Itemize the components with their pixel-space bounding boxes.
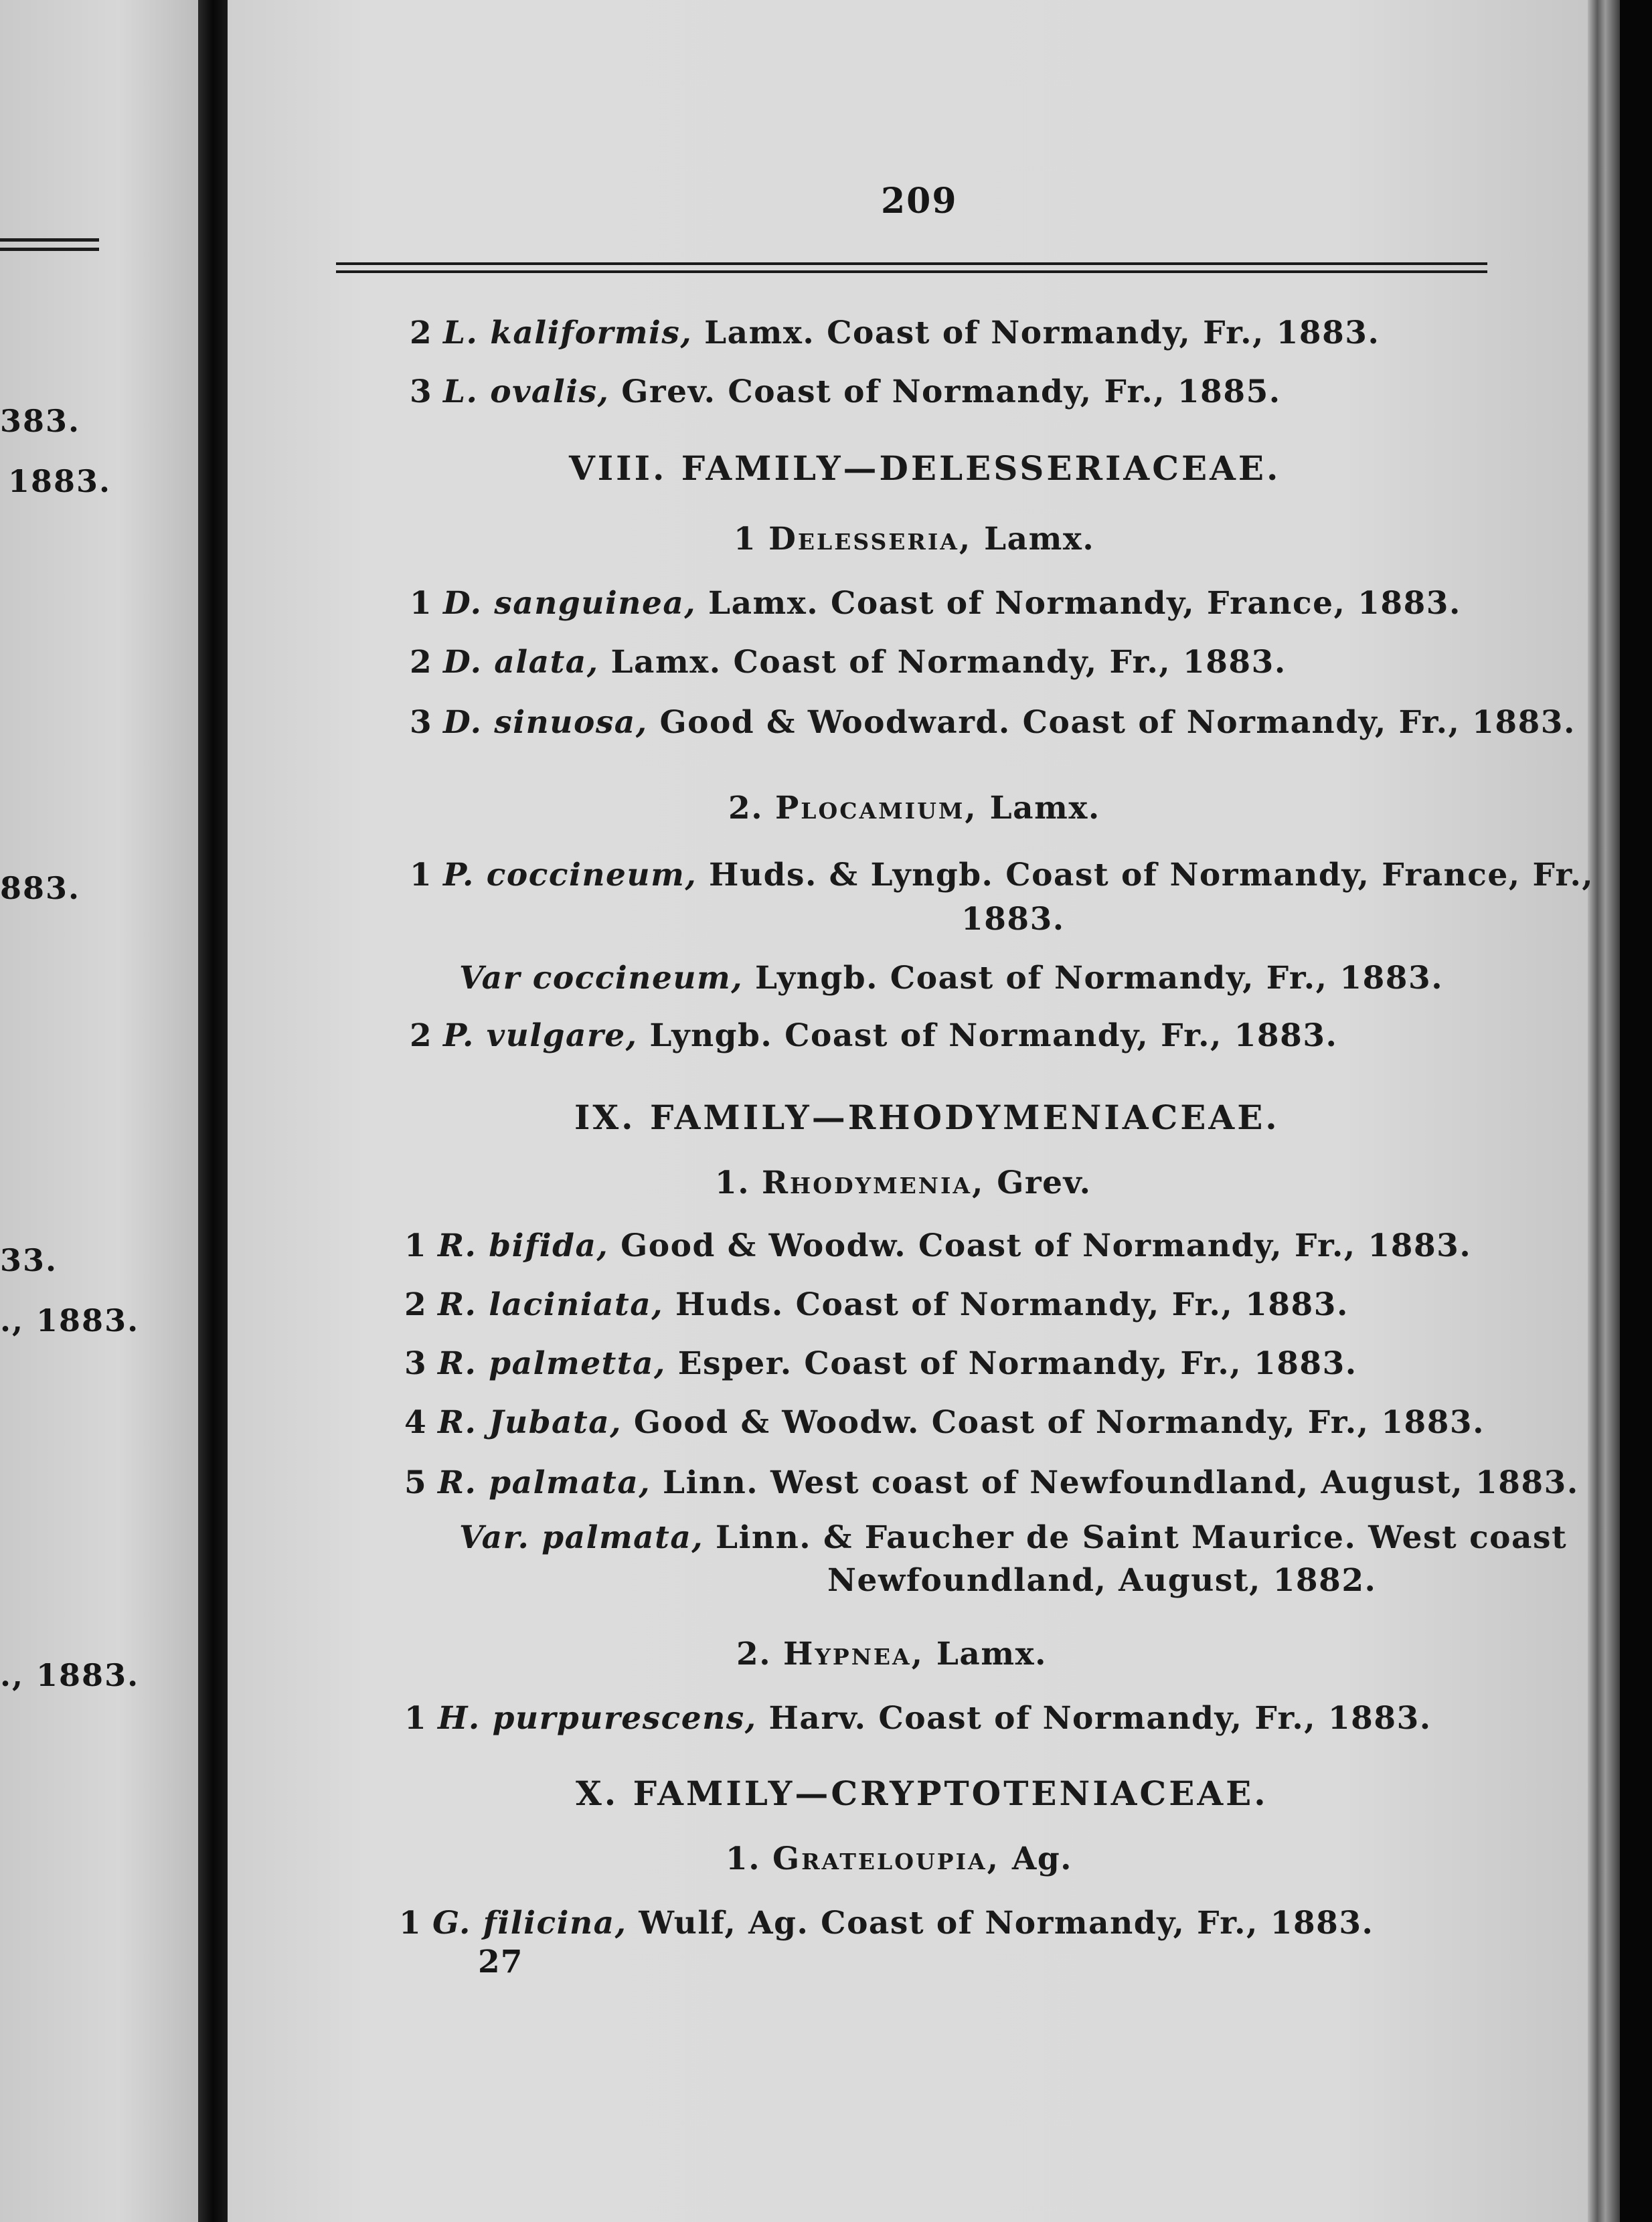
previous-page-text: 33. xyxy=(0,1242,58,1278)
entry-continuation: 1883. xyxy=(961,901,1065,938)
entry-number: 4 xyxy=(404,1404,428,1441)
genus-author: Ag. xyxy=(999,1841,1073,1877)
genus-heading xyxy=(734,521,1094,558)
entry-text: Grev. Coast of Normandy, Fr., 1885. xyxy=(609,373,1281,410)
genus-heading xyxy=(728,790,1100,827)
genus-author: Lamx. xyxy=(977,790,1100,827)
genus-name: Hypnea, xyxy=(782,1636,925,1673)
family-heading: VIII. FAMILY—DELESSERIACEAE. xyxy=(569,448,1281,488)
species-entry xyxy=(404,1286,1349,1323)
species-entry xyxy=(410,644,1287,681)
variety-name: Var. palmata, xyxy=(459,1519,704,1556)
genus-author: Lamx. xyxy=(972,521,1095,558)
genus-heading xyxy=(736,1636,1047,1673)
entry-text: Lamx. Coast of Normandy, Fr., 1883. xyxy=(598,644,1287,681)
variety-entry xyxy=(459,960,1443,997)
entry-text: Linn. West coast of Newfoundland, August, 1883. xyxy=(651,1464,1579,1501)
species-entry xyxy=(410,585,1461,622)
entry-text: Wulf, Ag. Coast of Normandy, Fr., 1883. xyxy=(627,1905,1374,1942)
genus-name: Rhodymenia, xyxy=(761,1165,985,1201)
species-entry xyxy=(410,315,1380,351)
entry-number: 2 xyxy=(410,315,433,351)
entry-number: 3 xyxy=(410,373,433,410)
entry-number: 2 xyxy=(410,644,433,681)
family-heading: IX. FAMILY—RHODYMENIACEAE. xyxy=(574,1098,1280,1137)
previous-page-rule xyxy=(0,248,99,251)
species-entry xyxy=(399,1905,1374,1942)
genus-heading xyxy=(715,1165,1092,1201)
previous-page-text: ., 1883. xyxy=(0,1302,140,1339)
entry-text: Huds. & Lyngb. Coast of Normandy, France, Fr., xyxy=(697,857,1594,893)
entry-number: 5 xyxy=(404,1464,428,1501)
species-name: H. purpurescens, xyxy=(438,1700,757,1737)
previous-page-text: 1883. xyxy=(8,463,112,499)
entry-number: 3 xyxy=(404,1345,428,1382)
genus-number: 1. xyxy=(726,1841,761,1877)
header-rule xyxy=(336,270,1487,273)
previous-page-fragment xyxy=(0,0,198,2222)
genus-name: Delesseria, xyxy=(768,521,973,558)
entry-continuation: Newfoundland, August, 1882. xyxy=(827,1562,1377,1599)
species-name: R. palmetta, xyxy=(438,1345,666,1382)
header-rule xyxy=(336,262,1487,265)
genus-name: Plocamium, xyxy=(774,790,978,827)
species-entry xyxy=(404,1345,1357,1382)
species-entry xyxy=(404,1700,1432,1737)
genus-number: 2. xyxy=(728,790,764,827)
genus-number: 1 xyxy=(734,521,757,558)
species-entry xyxy=(404,1464,1579,1501)
species-name: G. filicina, xyxy=(432,1905,627,1942)
species-name: D. sanguinea, xyxy=(443,585,697,622)
previous-page-rule xyxy=(0,238,99,242)
entry-text: Lyngb. Coast of Normandy, Fr., 1883. xyxy=(743,960,1444,997)
entry-number: 1 xyxy=(410,857,433,893)
entry-text: Huds. Coast of Normandy, Fr., 1883. xyxy=(663,1286,1349,1323)
book-gutter xyxy=(198,0,228,2222)
species-name: R. bifida, xyxy=(438,1227,609,1264)
species-entry xyxy=(410,1017,1337,1054)
genus-name: Grateloupia, xyxy=(772,1841,1000,1877)
species-name: P. coccineum, xyxy=(443,857,697,893)
entry-text: Harv. Coast of Normandy, Fr., 1883. xyxy=(756,1700,1432,1737)
species-name: L. ovalis, xyxy=(443,373,610,410)
species-name: R. laciniata, xyxy=(438,1286,664,1323)
species-name: R. palmata, xyxy=(438,1464,651,1501)
species-entry xyxy=(410,373,1281,410)
species-name: L. kaliformis, xyxy=(443,315,693,351)
entry-number: 1 xyxy=(399,1905,422,1942)
species-entry xyxy=(404,1227,1471,1264)
species-name: R. Jubata, xyxy=(438,1404,623,1441)
entry-text: Lyngb. Coast of Normandy, Fr., 1883. xyxy=(637,1017,1338,1054)
species-name: D. alata, xyxy=(443,644,599,681)
family-heading: X. FAMILY—CRYPTOTENIACEAE. xyxy=(576,1774,1268,1813)
previous-page-text: ., 1883. xyxy=(0,1657,140,1693)
entry-number: 1 xyxy=(404,1700,428,1737)
genus-author: Lamx. xyxy=(924,1636,1047,1673)
genus-heading xyxy=(726,1841,1072,1877)
genus-author: Grev. xyxy=(985,1165,1092,1201)
species-entry xyxy=(410,857,1594,893)
genus-number: 1. xyxy=(715,1165,750,1201)
signature-mark: 27 xyxy=(478,1944,523,1980)
entry-text: Good & Woodward. Coast of Normandy, Fr., 1883. xyxy=(647,704,1576,741)
species-name: D. sinuosa, xyxy=(443,704,648,741)
entry-text: Esper. Coast of Normandy, Fr., 1883. xyxy=(665,1345,1357,1382)
previous-page-text: 883. xyxy=(0,870,81,906)
page-number: 209 xyxy=(881,181,958,222)
previous-page-text: 383. xyxy=(0,403,81,439)
entry-text: Linn. & Faucher de Saint Maurice. West coast xyxy=(704,1519,1568,1556)
genus-number: 2. xyxy=(736,1636,772,1673)
variety-name: Var coccineum, xyxy=(459,960,744,997)
entry-number: 2 xyxy=(404,1286,428,1323)
entry-number: 2 xyxy=(410,1017,433,1054)
species-entry xyxy=(404,1404,1485,1441)
entry-text: Lamx. Coast of Normandy, Fr., 1883. xyxy=(692,315,1380,351)
entry-number: 1 xyxy=(404,1227,428,1264)
variety-entry xyxy=(459,1519,1567,1556)
entry-text: Good & Woodw. Coast of Normandy, Fr., 1883. xyxy=(608,1227,1472,1264)
entry-text: Good & Woodw. Coast of Normandy, Fr., 1883. xyxy=(622,1404,1485,1441)
page-edge xyxy=(1588,0,1620,2222)
species-name: P. vulgare, xyxy=(443,1017,638,1054)
entry-number: 1 xyxy=(410,585,433,622)
entry-text: Lamx. Coast of Normandy, France, 1883. xyxy=(696,585,1461,622)
entry-number: 3 xyxy=(410,704,433,741)
species-entry xyxy=(410,704,1576,741)
